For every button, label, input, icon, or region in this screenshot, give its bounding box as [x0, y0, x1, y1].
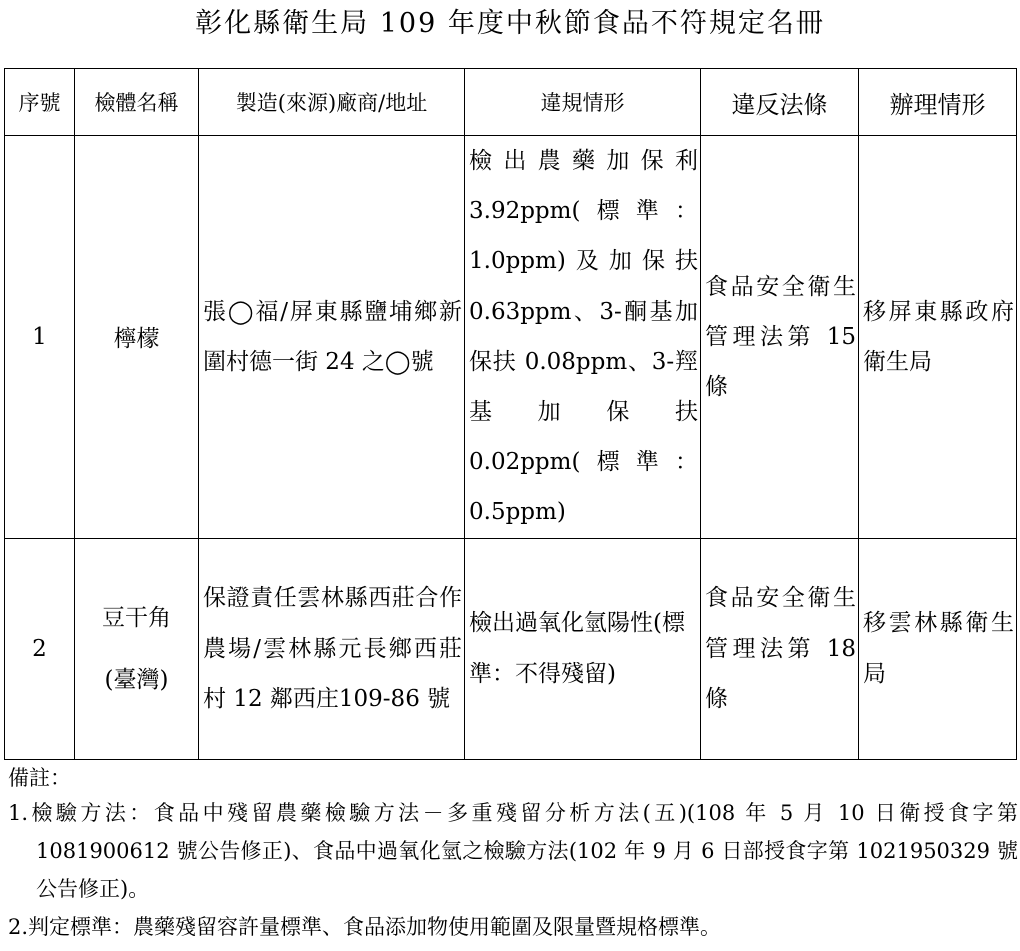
header-vendor: 製造(來源)廠商/地址 [199, 69, 465, 136]
document-title: 彰化縣衛生局 109 年度中秋節食品不符規定名冊 [195, 8, 825, 39]
header-violation: 違規情形 [465, 69, 701, 136]
table-row [5, 538, 1017, 759]
header-law: 違反法條 [701, 69, 859, 136]
noncompliance-table [4, 68, 1017, 760]
sample-origin-text: (臺灣) [104, 666, 169, 693]
header-serial: 序號 [5, 69, 75, 136]
header-handling: 辦理情形 [859, 69, 1017, 136]
cell-vendor: 張◯福/屏東縣鹽埔鄉新圍村德一街 24 之◯號 [199, 136, 465, 539]
notes-section [8, 762, 1018, 946]
cell-vendor: 保證責任雲林縣西莊合作農場/雲林縣元長鄉西莊村 12 鄰西庄109-86 號 [199, 538, 465, 759]
table-row [5, 136, 1017, 539]
sample-name-text: 豆干角 [102, 604, 171, 631]
cell-serial: 2 [5, 538, 75, 759]
note-item: 2.判定標準：農藥殘留容許量標準、食品添加物使用範圍及限量暨規格標準。 [8, 915, 722, 939]
cell-sample-name: 檸檬 [75, 136, 199, 539]
header-sample-name: 檢體名稱 [75, 69, 199, 136]
cell-handling: 移雲林縣衛生局 [859, 538, 1017, 759]
notes-heading: 備註： [8, 766, 71, 790]
cell-sample-name [75, 538, 199, 759]
cell-handling: 移屏東縣政府衛生局 [859, 136, 1017, 539]
cell-violation: 檢出農藥加保利 3.92ppm(標準：1.0ppm)及加保扶 0.63ppm、3-酮基加保扶 0.08ppm、3-羥基加保扶 0.02ppm(標準：0.5ppm) [465, 136, 701, 539]
note-item: 1.檢驗方法：食品中殘留農藥檢驗方法－多重殘留分析方法(五)(108 年 5 月 10 日衛授食字第 1081900612 號公告修正)、食品中過氧化氫之檢驗方法(102 年 9 月 6 日部授食字第 1021950329 號公告修正)。 [8, 801, 1018, 901]
cell-law: 食品安全衛生管理法第 15 條 [701, 136, 859, 539]
table-header-row [5, 69, 1017, 136]
cell-serial: 1 [5, 136, 75, 539]
cell-law: 食品安全衛生管理法第 18 條 [701, 538, 859, 759]
cell-violation: 檢出過氧化氫陽性(標準：不得殘留) [465, 538, 701, 759]
